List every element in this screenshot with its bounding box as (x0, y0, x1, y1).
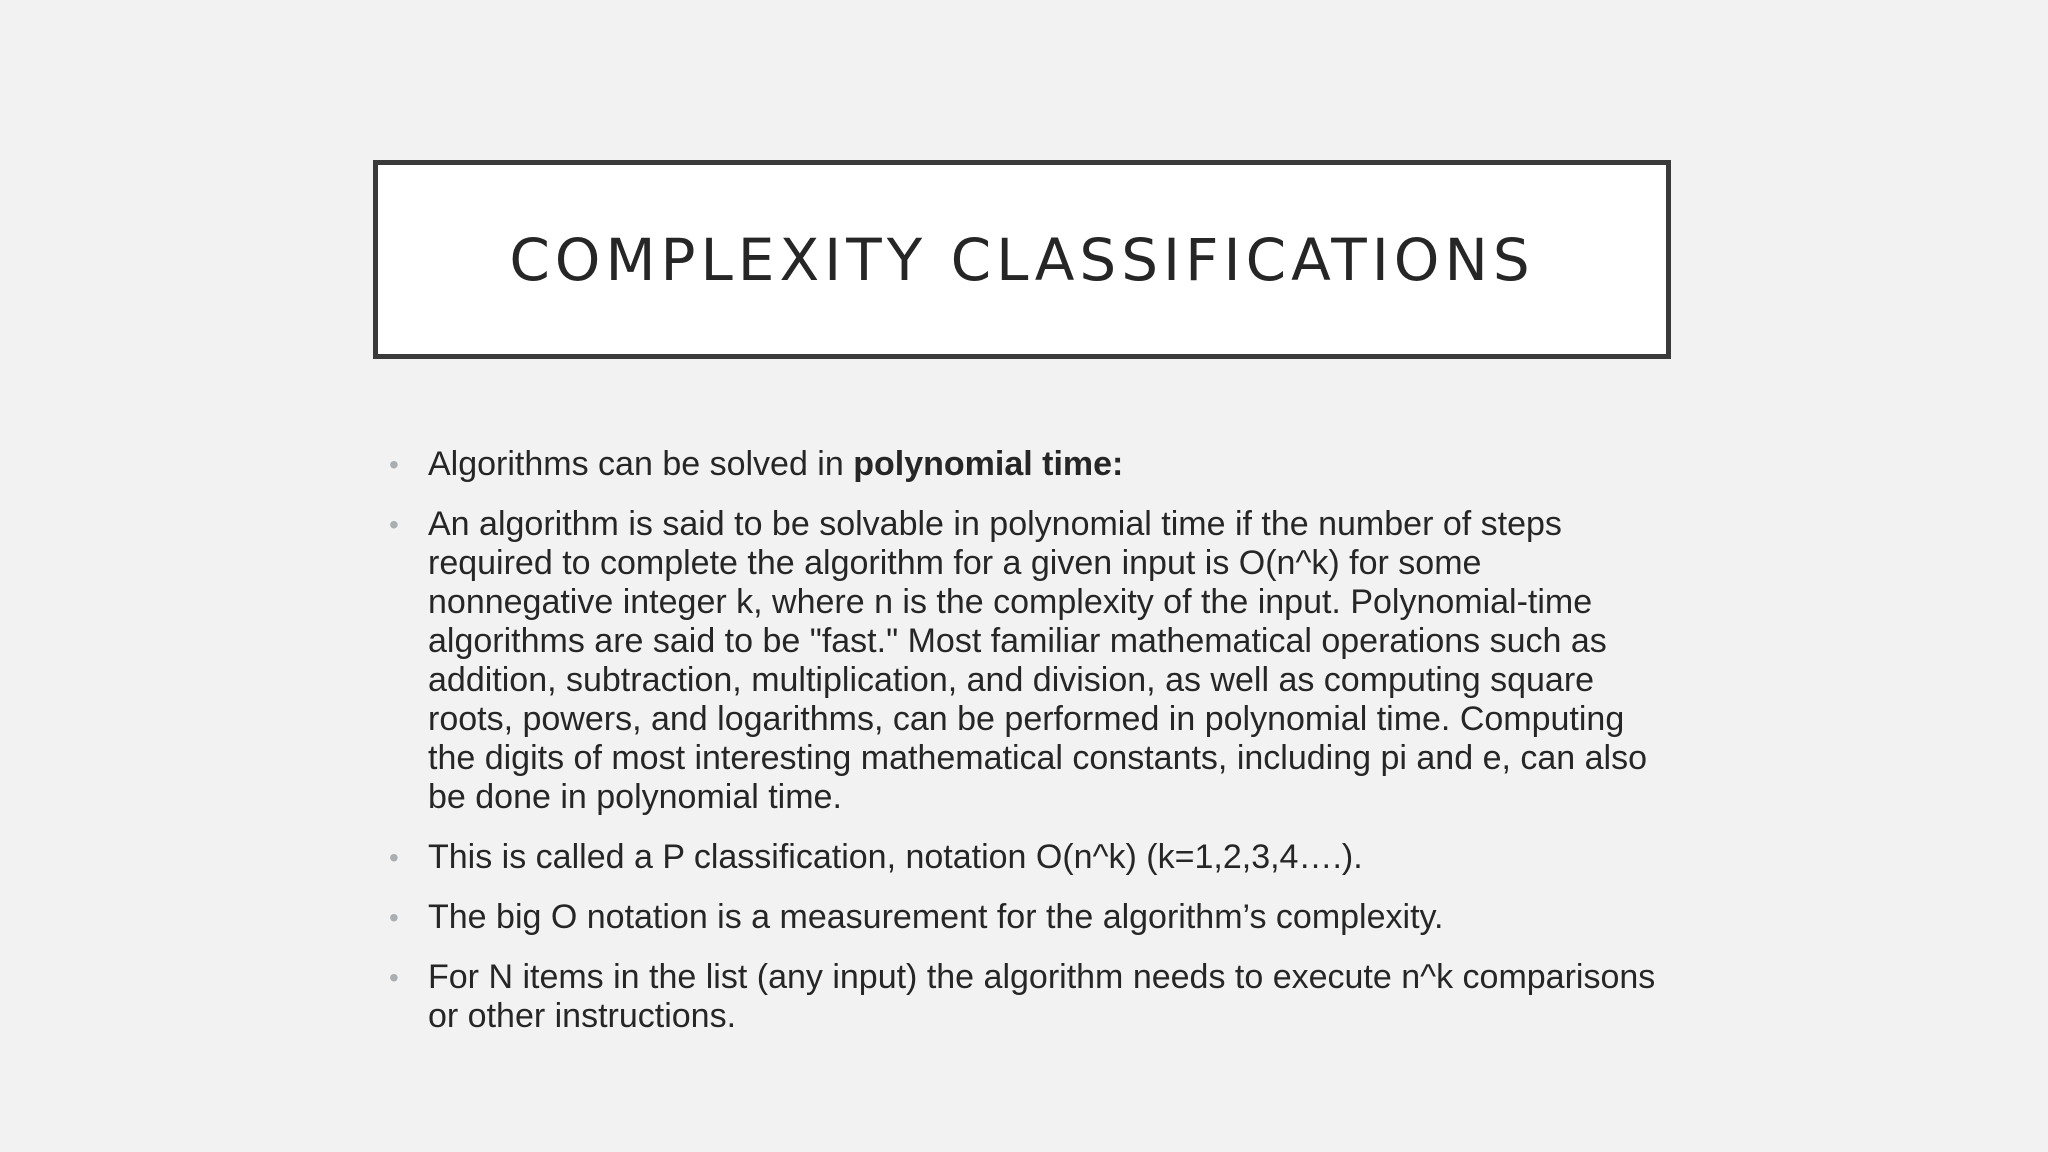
bullet-icon: • (389, 902, 399, 933)
bullet-text: The big O notation is a measurement for the algorithm’s complexity. (428, 898, 1444, 936)
bullet-item-p-classification (384, 838, 1674, 877)
bullet-icon: • (389, 449, 399, 480)
bullet-item-big-o (384, 898, 1674, 937)
slide-body (384, 445, 1674, 1057)
bullet-item-polynomial (384, 445, 1674, 484)
bullet-icon: • (389, 842, 399, 873)
bullet-text: This is called a P classification, notation O(n^k) (k=1,2,3,4….). (428, 838, 1363, 876)
bullet-item-definition (384, 505, 1674, 817)
bullet-icon: • (389, 509, 399, 540)
bullet-text: For N items in the list (any input) the algorithm needs to execute n^k comparisons or other instructions. (428, 958, 1656, 1035)
bullet-list (384, 445, 1674, 1036)
bullet-text: Algorithms can be solved in (428, 445, 854, 483)
title-box (373, 160, 1671, 359)
slide-title: COMPLEXITY CLASSIFICATIONS (509, 225, 1535, 294)
bullet-text: An algorithm is said to be solvable in polynomial time if the number of steps required to complete the algorithm for a given input is O(n^k) for some nonnegative integer k, where n is the complexity of the input. Polynomial-time algorithms are said to be "fast." Most familiar mathematical operations such as addition, subtraction, multiplication, and division, as well as computing square roots, powers, and logarithms, can be performed in polynomial time. Computing the digits of most interesting mathematical constants, including pi and e, can also be done in polynomial time. (428, 505, 1648, 816)
bullet-bold-text: polynomial time: (853, 445, 1124, 483)
bullet-item-n-items (384, 958, 1674, 1036)
bullet-icon: • (389, 962, 399, 993)
